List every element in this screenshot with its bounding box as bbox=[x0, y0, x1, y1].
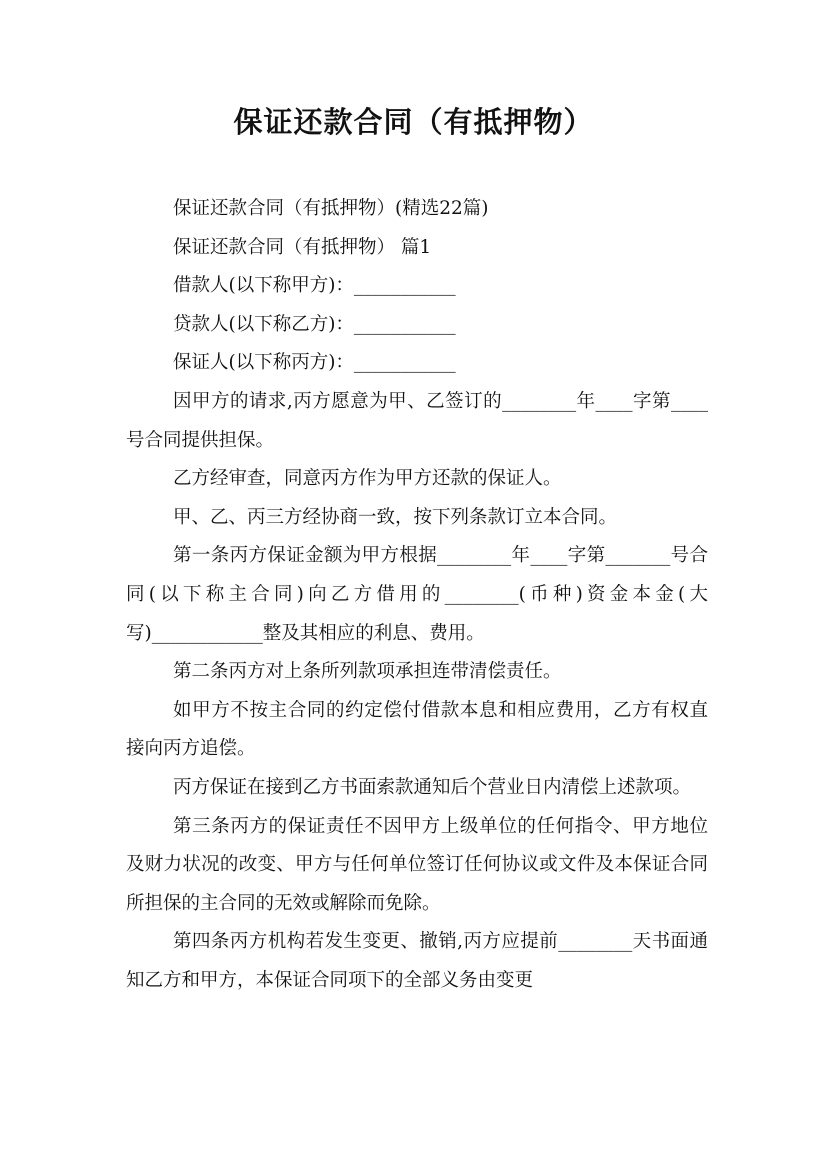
paragraph: 因甲方的请求,丙方愿意为甲、乙签订的________年____字第____号合同提供担保。 bbox=[126, 390, 708, 451]
document-title: 保证还款合同（有抵押物） bbox=[233, 105, 594, 139]
paragraph: 贷款人(以下称乙方)：___________ bbox=[173, 313, 456, 335]
paragraph: 借款人(以下称甲方)：___________ bbox=[173, 275, 456, 297]
paragraph: 保证还款合同（有抵押物） 篇1 bbox=[173, 236, 432, 258]
paragraph: 第三条丙方的保证责任不因甲方上级单位的任何指令、甲方地位及财力状况的改变、甲方与任何单位签订任何协议或文件及本保证合同所担保的主合同的无效或解除而免除。 bbox=[126, 815, 708, 914]
paragraph: 乙方经审查，同意丙方作为甲方还款的保证人。 bbox=[173, 468, 562, 490]
paragraph: 如甲方不按主合同的约定偿付借款本息和相应费用，乙方有权直接向丙方追偿。 bbox=[126, 699, 708, 760]
paragraph: 第一条丙方保证金额为甲方根据________年____字第_______号合同(以下称主合同)向乙方借用的________(币种)资金本金(大写)____________整及其相应的利息、费用。 bbox=[126, 545, 708, 644]
paragraph: 保证人(以下称丙方)：___________ bbox=[173, 352, 456, 374]
document-body bbox=[126, 190, 708, 1000]
paragraph: 第四条丙方机构若发生变更、撤销,丙方应提前________天书面通知乙方和甲方，本保证合同项下的全部义务由变更 bbox=[126, 931, 708, 991]
paragraph: 第二条丙方对上条所列款项承担连带清偿责任。 bbox=[173, 661, 562, 683]
paragraph: 丙方保证在接到乙方书面索款通知后个营业日内清偿上述款项。 bbox=[173, 776, 692, 798]
paragraph: 保证还款合同（有抵押物）(精选22篇) bbox=[173, 198, 489, 219]
paragraph: 甲、乙、丙三方经协商一致，按下列条款订立本合同。 bbox=[173, 506, 618, 528]
